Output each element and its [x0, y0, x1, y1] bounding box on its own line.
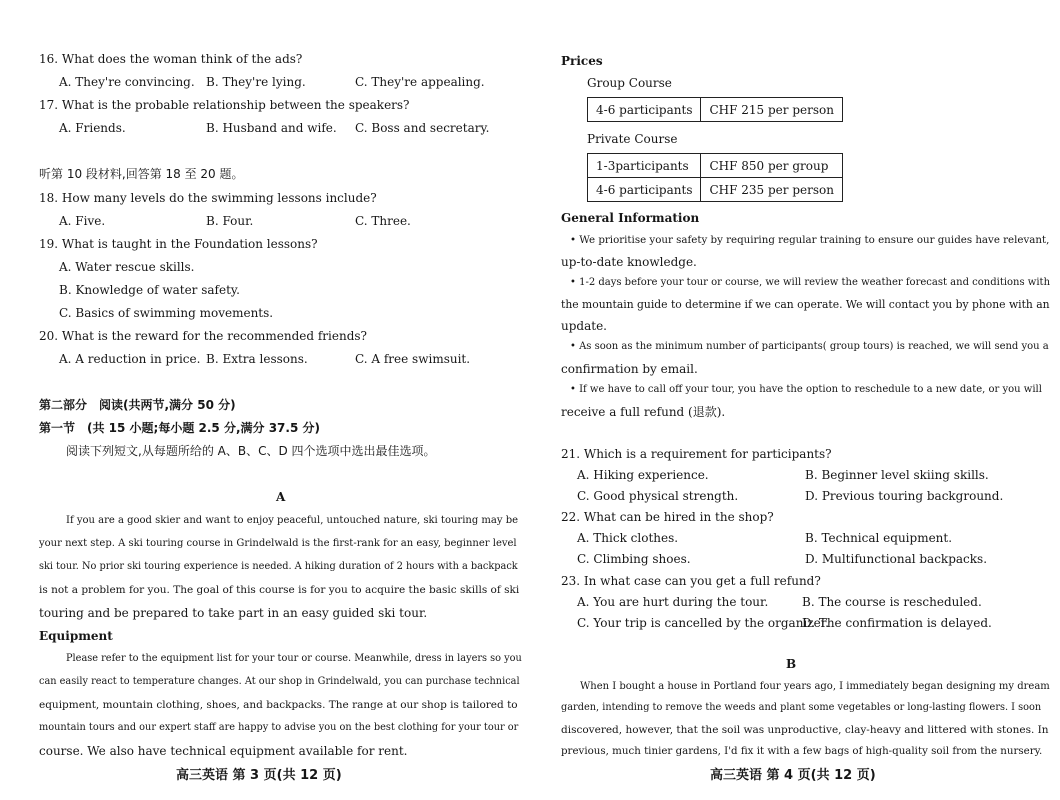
question-18-stem: 18. How many levels do the swimming lessons include?: [39, 191, 377, 205]
passage-a-paragraph-2-line: Please refer to the equipment list for your tour or course. Meanwhile, dress in layers so you: [66, 653, 522, 664]
passage-b-label: B: [786, 657, 797, 671]
question-22-option-a: A. Thick clothes.: [577, 531, 679, 545]
listening-instruction-10: 听第 10 段材料,回答第 18 至 20 题。: [39, 167, 244, 181]
general-info-3-line: • As soon as the minimum number of participants( group tours) is reached, we will send you a: [570, 341, 1049, 352]
question-20-option-b: B. Extra lessons.: [206, 352, 308, 366]
question-23-option-c: C. Your trip is cancelled by the organizer.: [577, 616, 829, 630]
table-row: [588, 178, 843, 202]
equipment-heading: Equipment: [39, 629, 113, 643]
private-course-table: [587, 153, 843, 202]
general-info-4-line: • If we have to call off your tour, you have the option to reschedule to a new date, or you will: [570, 384, 1042, 395]
passage-a-label: A: [276, 490, 286, 504]
group-course-table: [587, 97, 843, 122]
question-16-option-b: B. They're lying.: [206, 75, 306, 89]
question-16-option-a: A. They're convincing.: [59, 75, 195, 89]
table-row: [588, 154, 843, 178]
passage-a-paragraph-2-line: mountain tours and our expert staff are happy to advise you on the best clothing for your tour or: [39, 722, 519, 733]
general-info-4-line: receive a full refund (退款).: [561, 405, 726, 419]
question-17-stem: 17. What is the probable relationship between the speakers?: [39, 98, 410, 112]
question-23-stem: 23. In what case can you get a full refund?: [561, 574, 821, 588]
question-21-option-d: D. Previous touring background.: [805, 489, 1004, 503]
reading-instruction: 阅读下列短文,从每题所给的 A、B、C、D 四个选项中选出最佳选项。: [66, 444, 436, 458]
group-course-label: Group Course: [587, 76, 672, 90]
private-course-label: Private Course: [587, 132, 678, 146]
page-footer-4: 高三英语 第 4 页(共 12 页): [710, 768, 876, 783]
general-info-1-line: • We prioritise your safety by requiring regular training to ensure our guides have relevant,: [570, 234, 1050, 246]
passage-a-paragraph-1-line: is not a problem for you. The goal of this course is for you to acquire the basic skills of ski: [39, 584, 520, 596]
question-16-option-c: C. They're appealing.: [355, 75, 485, 89]
question-21-option-b: B. Beginner level skiing skills.: [805, 468, 989, 482]
passage-a-paragraph-2-line: equipment, mountain clothing, shoes, and backpacks. The range at our shop is tailored to: [39, 699, 518, 711]
general-info-2-line: the mountain guide to determine if we can operate. We will contact you by phone with an: [561, 298, 1050, 311]
prices-heading: Prices: [561, 54, 603, 68]
part-two-heading: 第二部分 阅读(共两节,满分 50 分): [39, 398, 236, 412]
table-row: [588, 98, 843, 122]
question-22-option-d: D. Multifunctional backpacks.: [805, 552, 988, 566]
table-cell: CHF 215 per person: [701, 98, 842, 122]
passage-a-paragraph-1-line: If you are a good skier and want to enjoy peaceful, untouched nature, ski touring may be: [66, 515, 519, 526]
question-23-option-b: B. The course is rescheduled.: [802, 595, 982, 609]
question-19-stem: 19. What is taught in the Foundation lessons?: [39, 237, 318, 251]
question-20-option-c: C. A free swimsuit.: [355, 352, 471, 366]
passage-a-paragraph-2-line: can easily react to temperature changes. At our shop in Grindelwald, you can purchase technical: [39, 676, 520, 687]
question-18-option-c: C. Three.: [355, 214, 411, 228]
general-information-heading: General Information: [561, 211, 700, 225]
general-info-2-line: • 1-2 days before your tour or course, we will review the weather forecast and conditions with: [570, 277, 1051, 288]
passage-b-line: discovered, however, that the soil was unproductive, clay-heavy and littered with stones. In: [561, 724, 1049, 736]
question-17-option-b: B. Husband and wife.: [206, 121, 337, 135]
question-17-option-a: A. Friends.: [59, 121, 126, 135]
table-cell: CHF 235 per person: [701, 178, 842, 202]
general-info-2-line: update.: [561, 319, 607, 333]
question-23-option-d: D. The confirmation is delayed.: [802, 616, 992, 630]
question-17-option-c: C. Boss and secretary.: [355, 121, 490, 135]
passage-a-paragraph-2-line: course. We also have technical equipment available for rent.: [39, 744, 408, 758]
passage-a-paragraph-1-line: your next step. A ski touring course in Grindelwald is the first-rank for an easy, beginner level: [39, 538, 517, 549]
page-footer-3: 高三英语 第 3 页(共 12 页): [176, 768, 342, 783]
question-21-option-a: A. Hiking experience.: [577, 468, 709, 482]
table-cell: CHF 850 per group: [701, 154, 842, 178]
passage-b-line: previous, much tinier gardens, I'd fix it with a few bags of high-quality soil from the nursery.: [561, 745, 1043, 757]
section-one-heading: 第一节 (共 15 小题;每小题 2.5 分,满分 37.5 分): [39, 421, 320, 435]
table-cell: 4-6 participants: [588, 98, 701, 122]
question-21-option-c: C. Good physical strength.: [577, 489, 739, 503]
question-22-stem: 22. What can be hired in the shop?: [561, 510, 774, 524]
right-page: [530, 0, 1060, 800]
table-cell: 4-6 participants: [588, 178, 701, 202]
passage-b-line: garden, intending to remove the weeds and plant some vegetables or long-lasting flowers. I soon: [561, 702, 1042, 713]
question-22-option-c: C. Climbing shoes.: [577, 552, 691, 566]
passage-a-paragraph-1-line: touring and be prepared to take part in an easy guided ski tour.: [39, 606, 428, 620]
question-23-option-a: A. You are hurt during the tour.: [577, 595, 769, 609]
question-18-option-a: A. Five.: [59, 214, 106, 228]
general-info-3-line: confirmation by email.: [561, 362, 698, 376]
table-cell: 1-3participants: [588, 154, 701, 178]
passage-a-paragraph-1-line: ski tour. No prior ski touring experience is needed. A hiking duration of 2 hours with a backpack: [39, 561, 518, 572]
question-19-option-b: B. Knowledge of water safety.: [59, 283, 240, 297]
general-info-1-line: up-to-date knowledge.: [561, 255, 697, 269]
question-22-option-b: B. Technical equipment.: [805, 531, 953, 545]
question-21-stem: 21. Which is a requirement for participants?: [561, 447, 832, 461]
question-20-stem: 20. What is the reward for the recommended friends?: [39, 329, 367, 343]
question-20-option-a: A. A reduction in price.: [59, 352, 201, 366]
question-19-option-a: A. Water rescue skills.: [59, 260, 195, 274]
question-18-option-b: B. Four.: [206, 214, 254, 228]
question-16-stem: 16. What does the woman think of the ads?: [39, 52, 303, 66]
question-19-option-c: C. Basics of swimming movements.: [59, 306, 274, 320]
passage-b-line: When I bought a house in Portland four years ago, I immediately began designing my dream: [580, 681, 1050, 692]
